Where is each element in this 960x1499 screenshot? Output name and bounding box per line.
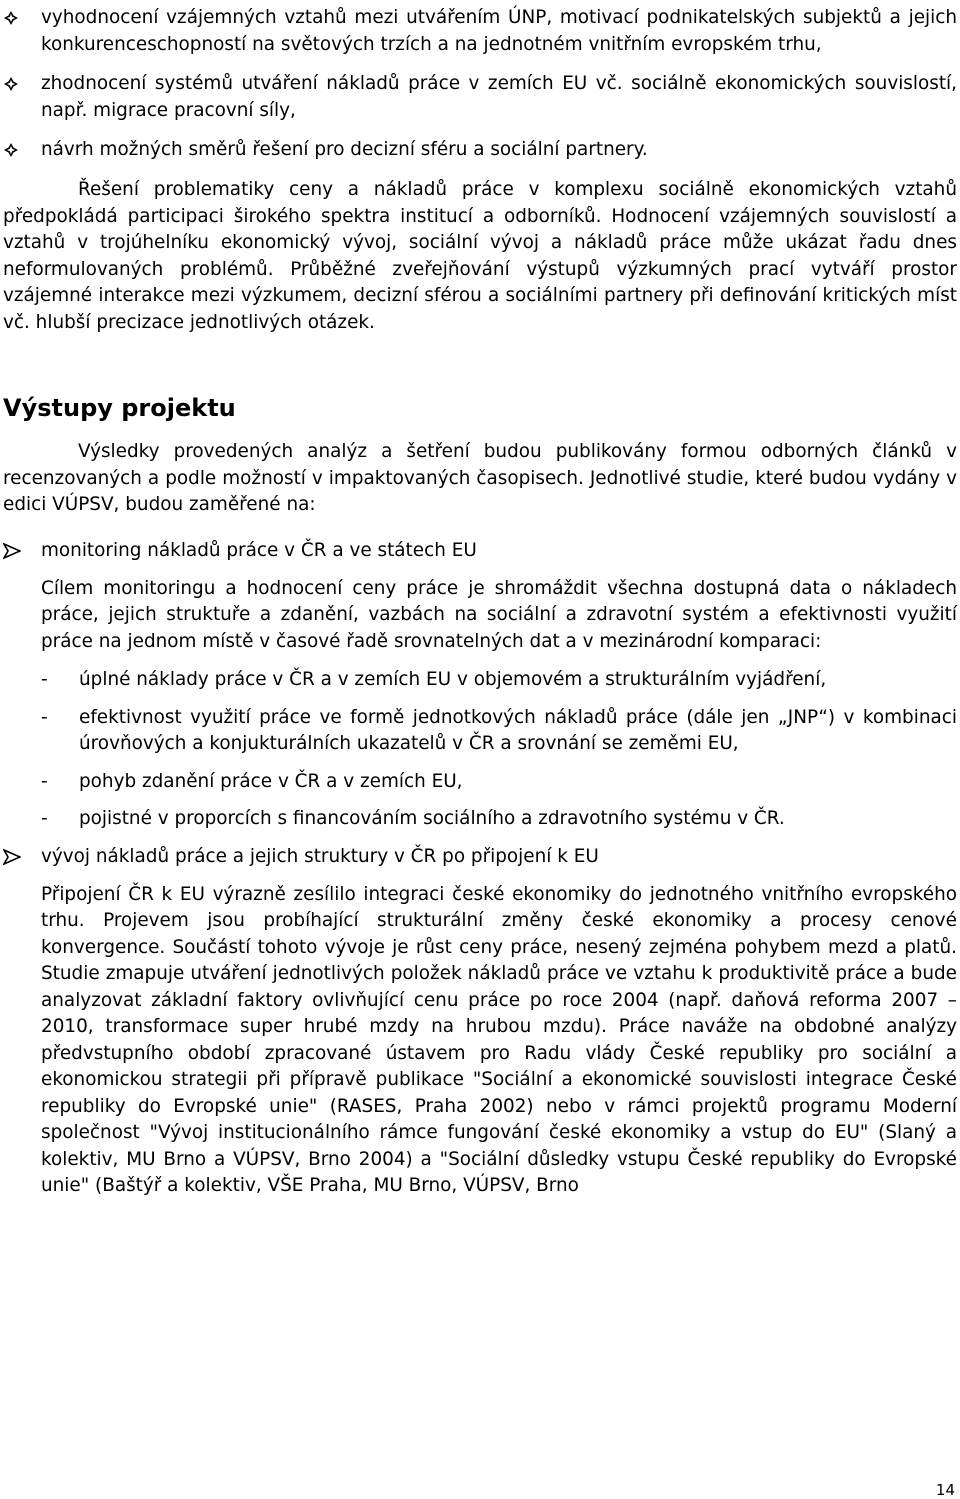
- arrow-bullet-icon: [3, 543, 21, 559]
- dash-text: pohyb zdanění práce v ČR a v zemích EU,: [79, 770, 463, 792]
- dash-marker: -: [41, 669, 48, 690]
- dash-text: úplné náklady práce v ČR a v zemích EU v objemovém a strukturálním vyjádření,: [79, 669, 827, 690]
- dash-text: pojistné v proporcích s financováním sociálního a zdravotního systému v ČR.: [79, 808, 785, 829]
- arrow-list-item: [3, 843, 957, 870]
- bullet-text: vyhodnocení vzájemných vztahů mezi utvářením ÚNP, motivací podnikatelských subjektů a jejich konkurenceschopností na světových trzích a na jednotném vnitřním evropském trhu,: [41, 7, 957, 55]
- dash-list-item: [3, 667, 957, 694]
- dash-text: efektivnost využití práce ve formě jednotkových nákladů práce (dále jen „JNP“) v kombinaci úrovňových a konjukturálních ukazatelů v ČR a srovnání se zeměmi EU,: [79, 706, 957, 754]
- diamond-bullet-icon: [3, 142, 19, 158]
- arrow-item-title: monitoring nákladů práce v ČR a ve státech EU: [41, 539, 477, 561]
- diamond-bullet-icon: [3, 76, 19, 92]
- bullet-item: [3, 136, 957, 163]
- dash-list-item: [3, 769, 957, 796]
- dash-list-item: [3, 806, 957, 833]
- section-heading: Výstupy projektu: [3, 394, 236, 422]
- dash-marker: -: [41, 706, 48, 728]
- bullet-text: návrh možných směrů řešení pro decizní sféru a sociální partnery.: [41, 139, 648, 160]
- paragraph: Řešení problematiky ceny a nákladů práce v komplexu sociálně ekonomických vztahů předpokládá participaci širokého spektra institucí a odborníků. Hodnocení vzájemných souvislostí a vztahů v trojúhelníku ekonomický vývoj, sociální vývoj a nákladů práce může ukázat řadu dnes neformulovaných problémů. Průběžné zveřejňování výstupů výzkumných prací vytváří prostor vzájemné interakce mezi výzkumem, decizní sférou a sociálními partnery při definování kritických míst vč. hlubší precizace jednotlivých otázek.: [3, 179, 957, 333]
- item-description: Připojení ČR k EU výrazně zesílilo integraci české ekonomiky do jednotného vnitřního evropského trhu. Projevem jsou probíhající strukturální změny české ekonomiky a procesy cenové konvergence. Součástí tohoto vývoje je růst ceny práce, nesený zejména pohybem mezd a platů. Studie zmapuje utváření jednotlivých položek nákladů práce ve vztahu k produktivitě práce a bude analyzovat základní faktory ovlivňující cenu práce po roce 2004 (např. daňová reforma 2007 – 2010, transformace super hrubé mzdy na hrubou mzdu). Práce naváže na obdobné analýzy předvstupního období zpracované ústavem pro Radu vlády České republiky pro sociální a ekonomickou strategii při přípravě publikace "Sociální a ekonomické souvislosti integrace České republiky do Evropské unie" (RASES, Praha 2002) nebo v rámci projektů programu Moderní společnost "Vývoj institucionálního rámce fungování české ekonomiky a vstup do EU" (Slaný a kolektiv, MU Brno a VÚPSV, Brno 2004) a "Sociální důsledky vstupu České republiky do Evropské unie" (Baštýř a kolektiv, VŠE Praha, MU Brno, VÚPSV, Brno: [41, 883, 957, 1196]
- item-description: Cílem monitoringu a hodnocení ceny práce je shromáždit všechna dostupná data o nákladech práce, jejich struktuře a zdanění, vazbách na sociální a zdravotní systém a efektivnosti využití práce na jednom místě v časové řadě srovnatelných dat a v mezinárodní komparaci:: [41, 577, 957, 652]
- bullet-text: zhodnocení systémů utváření nákladů práce v zemích EU vč. sociálně ekonomických souvislostí, např. migrace pracovní síly,: [41, 73, 957, 121]
- page-number: 14: [935, 1481, 955, 1499]
- dash-list-item: [3, 705, 957, 758]
- arrow-item-title: vývoj nákladů práce a jejich struktury v ČR po připojení k EU: [41, 845, 599, 867]
- arrow-list-item: [3, 537, 957, 564]
- paragraph: Výsledky provedených analýz a šetření budou publikovány formou odborných článků v recenzovaných a podle možností v impaktovaných časopisech. Jednotlivé studie, které budou vydány v edici VÚPSV, budou zaměřené na:: [3, 441, 957, 515]
- arrow-bullet-icon: [3, 849, 21, 865]
- diamond-bullet-icon: [3, 10, 19, 26]
- dash-marker: -: [41, 770, 48, 792]
- bullet-item: [3, 4, 957, 58]
- document-page: [3, 4, 957, 1200]
- bullet-item: [3, 70, 957, 124]
- dash-marker: -: [41, 808, 48, 829]
